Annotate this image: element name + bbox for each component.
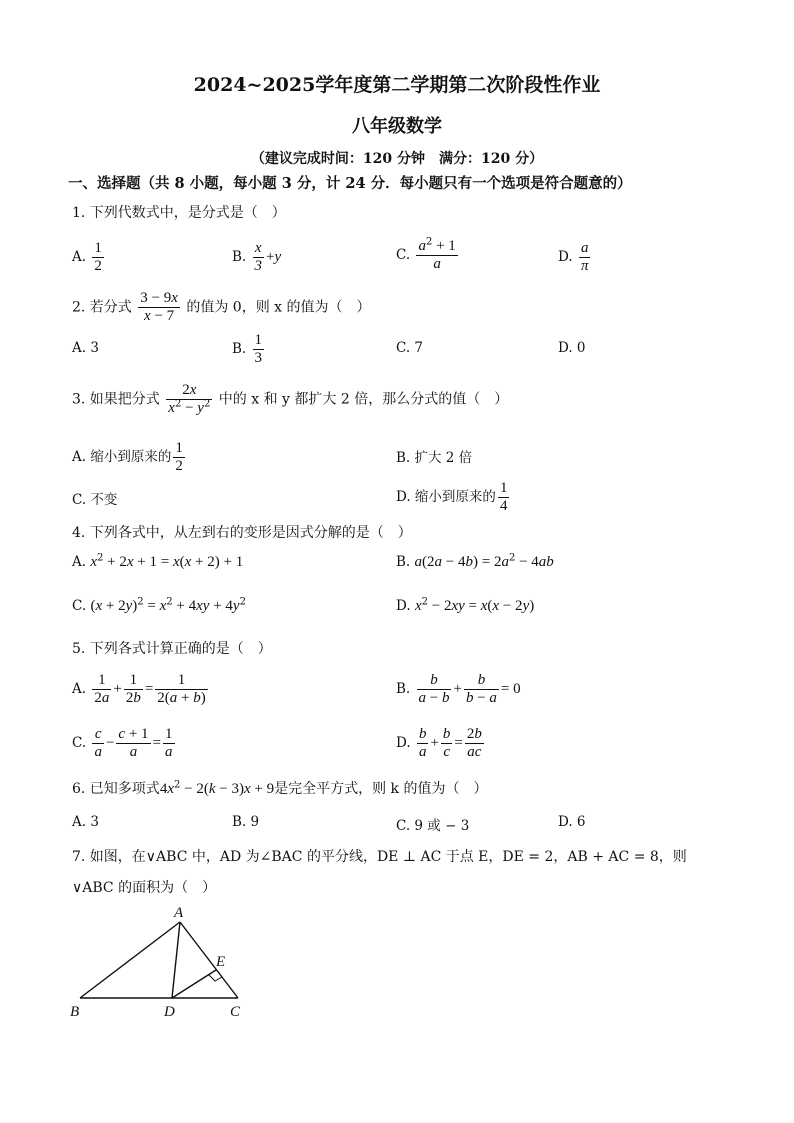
question-2-option-d: D. 0 <box>558 340 586 356</box>
question-4-stem: 4. 下列各式中，从左到右的变形是因式分解的是（ ） <box>72 525 412 541</box>
question-3-option-a: A. 缩小到原来的 $\frac{1}{2}$ <box>72 440 183 474</box>
section-heading: 一、选择题（共 8 小题，每小题 3 分，计 24 分．每小题只有一个选项是符合题意的） <box>68 175 632 192</box>
question-7-stem-line-1: 7. 如图，在∨ABC 中，AD 为∠BAC 的平分线，DE ⊥ AC 于点 E，DE = 2，AB + AC = 8，则 <box>72 849 687 865</box>
question-6-option-b: B. 9 <box>232 814 260 830</box>
exam-info: （建议完成时间：120 分钟 满分：120 分） <box>250 151 544 167</box>
triangle-diagram <box>66 900 266 1030</box>
question-5-option-a: A. $\frac{1}{2a}$ + $\frac{1}{2b}$ = $\frac{1}{2(a + b)}$ <box>72 672 206 706</box>
question-2-option-a: A. 3 <box>72 340 99 356</box>
question-1-option-b: B. $\frac{x}{3}$ +y <box>232 240 282 274</box>
question-5-stem: 5. 下列各式计算正确的是（ ） <box>72 641 272 657</box>
question-6-option-d: D. 6 <box>558 814 586 830</box>
page-title: 2024~2025学年度第二学期第二次阶段性作业 <box>193 74 601 96</box>
label-d: D <box>164 1004 175 1020</box>
question-6-option-c: C. 9 或 − 3 <box>396 818 470 834</box>
question-1-option-c: C. $\frac{a^2 + 1}{a}$ <box>396 236 456 272</box>
question-5-option-c: C. $\frac{c}{a}$ − $\frac{c + 1}{a}$ = $\frac{1}{a}$ <box>72 726 173 760</box>
label-c: C <box>230 1004 241 1020</box>
question-6-option-a: A. 3 <box>72 814 99 830</box>
question-1-stem: 1. 下列代数式中，是分式是（ ） <box>72 205 286 221</box>
label-b: B <box>70 1004 80 1020</box>
question-4-option-a: A. $x^2 + 2x + 1 = x(x + 2) + 1$ <box>72 552 244 570</box>
question-5-option-b: B. $\frac{b}{a - b}$ + $\frac{b}{b - a}$ = 0 <box>396 672 521 706</box>
question-3-stem: 3. 如果把分式 $\frac{2x}{x^2 - y^2}$ 中的 x 和 y 都扩大 2 倍，那么分式的值（ ） <box>72 382 509 416</box>
question-1-option-a: A. $\frac{1}{2}$ <box>72 240 102 274</box>
question-6-stem: 6. 已知多项式$4x^2 - 2(k - 3)x + 9$是完全平方式，则 k 的值为（ ） <box>72 779 488 797</box>
question-3-option-c: C. 不变 <box>72 492 118 508</box>
question-2-option-c: C. 7 <box>396 340 424 356</box>
question-3-option-d: D. 缩小到原来的 $\frac{1}{4}$ <box>396 480 508 514</box>
question-4-option-d: D. $x^2 - 2xy = x(x - 2y)$ <box>396 596 535 614</box>
label-e: E <box>216 954 226 970</box>
question-7-stem-line-2: ∨ABC 的面积为（ ） <box>72 880 217 896</box>
subject-title: 八年级数学 <box>352 116 442 137</box>
question-1-option-d: D. $\frac{a}{\pi}$ <box>558 240 589 274</box>
segment-de <box>172 970 216 998</box>
label-a: A <box>174 905 184 921</box>
question-2-stem: 2. 若分式 $\frac{3 - 9x}{x - 7}$ 的值为 0，则 x 的值为（ ） <box>72 290 371 324</box>
question-4-option-c: C. $(x + 2y)^2 = x^2 + 4xy + 4y^2$ <box>72 596 246 614</box>
segment-ad <box>172 922 180 998</box>
question-4-option-b: B. $a(2a - 4b) = 2a^2 - 4ab$ <box>396 552 554 570</box>
question-3-option-b: B. 扩大 2 倍 <box>396 450 473 466</box>
segment-ab <box>80 922 180 998</box>
right-angle-mark <box>209 975 222 981</box>
question-2-option-b: B. $\frac{1}{3}$ <box>232 332 263 366</box>
question-5-option-d: D. $\frac{b}{a}$ + $\frac{b}{c}$ = $\frac{2b}{ac}$ <box>396 726 482 760</box>
